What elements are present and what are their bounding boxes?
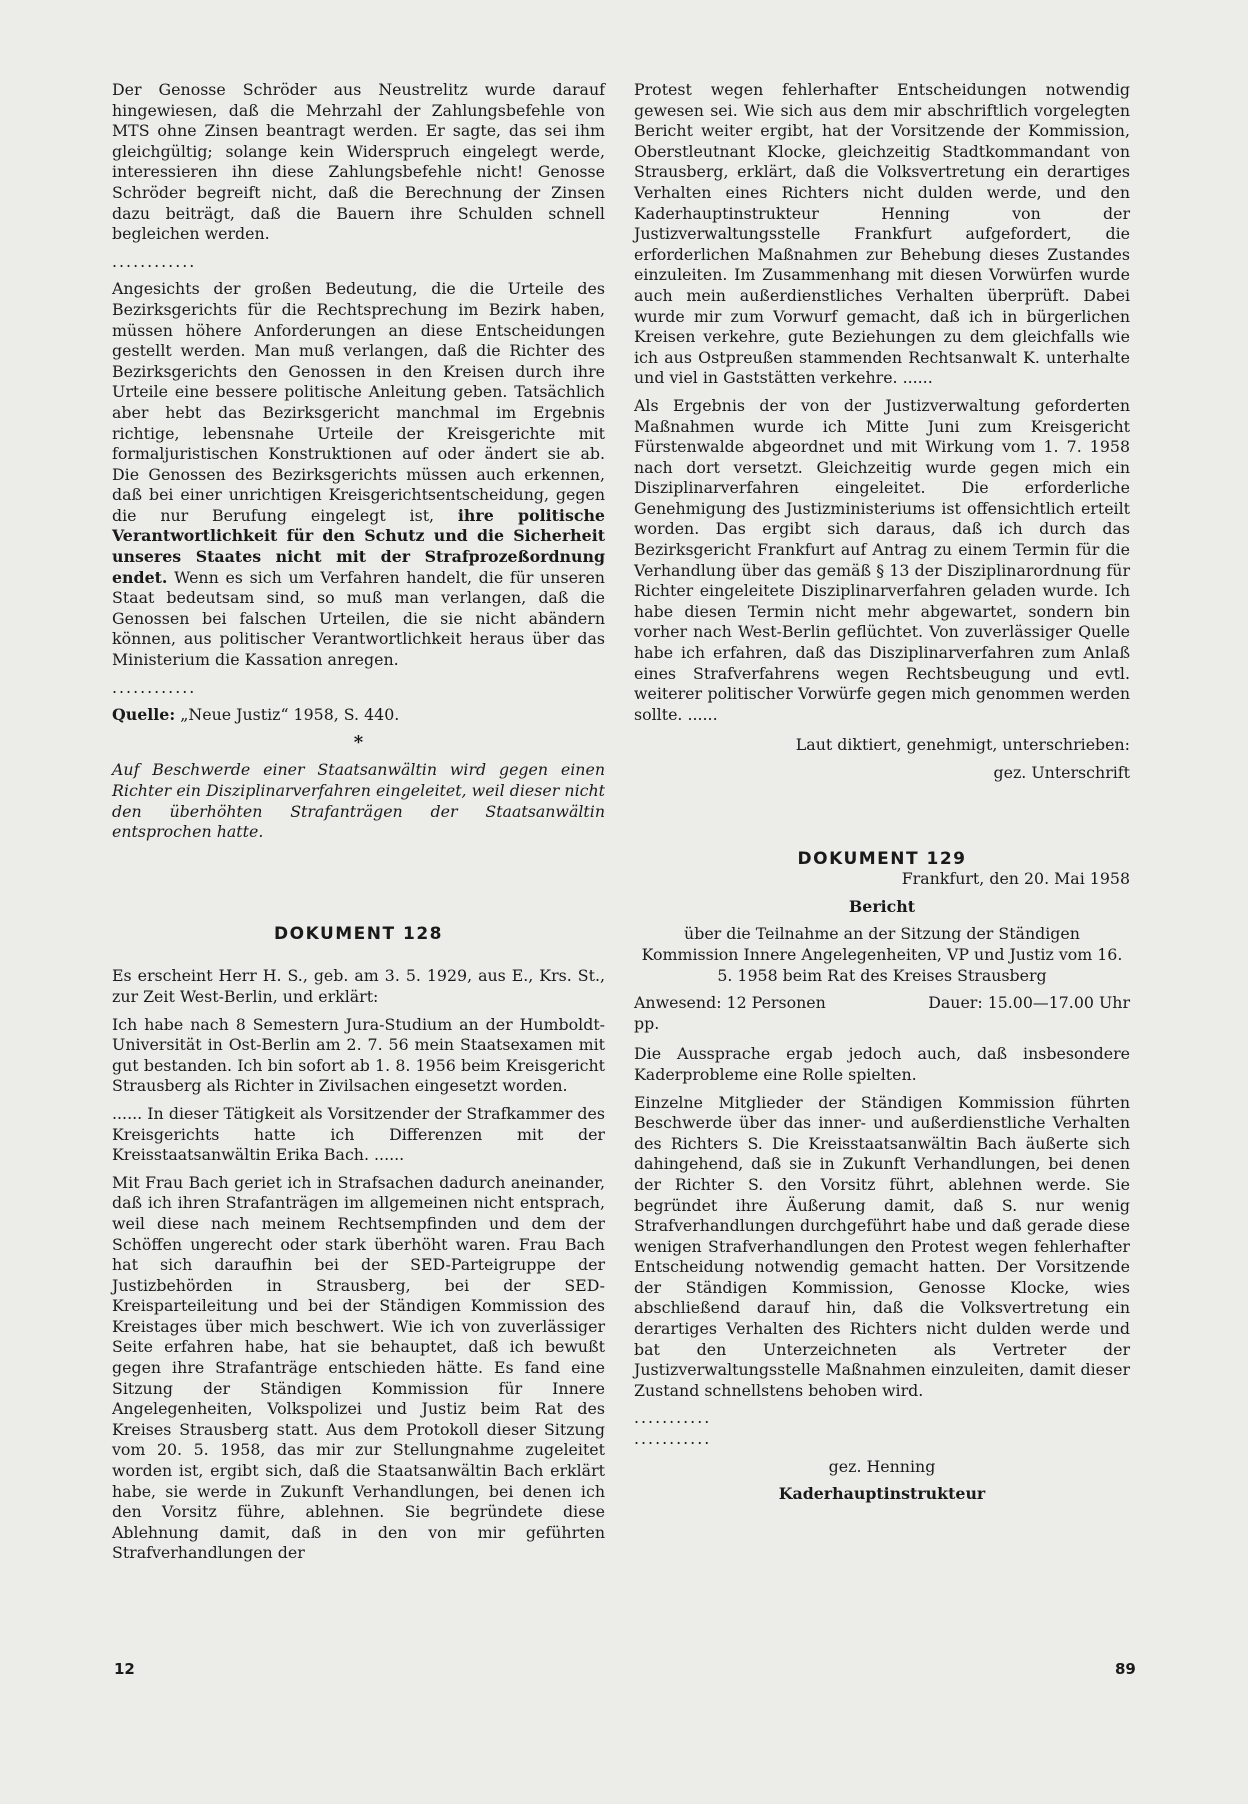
left-column [112,80,605,1571]
paragraph: Protest wegen fehlerhafter Entscheidungen notwendig gewesen sei. Wie sich aus dem mir abschriftlich vorgelegten Bericht weiter ergibt, hat der Vorsitzende der Kommission, Oberstleutnant Klocke, gleichzeitig Stadtkommandant von Strausberg, erklärt, daß die Volksvertretung ein derartiges Verhalten eines Richters nicht dulden werde, und den Kaderhauptinstrukteur Henning von der Justizverwaltungsstelle Frankfurt aufgefordert, die erforderlichen Maßnahmen zur Behebung dieses Zustandes einzuleiten. Im Zusammenhang mit diesen Vorwürfen wurde auch mein außerdienstliches Verhalten überprüft. Dabei wurde mir zum Vorwurf gemacht, daß ich in bürgerlichen Kreisen verkehre, gute Beziehungen zu dem gleichfalls wie ich aus Ostpreußen stammenden Rechtsanwalt K. unterhalte und viel in Gaststätten verkehre. ...... [634,80,1130,388]
ellipsis-divider: ............ [112,677,197,697]
signature-name: gez. Unterschrift [993,763,1130,782]
signature-block [634,735,1130,783]
report-subtitle: über die Teilnahme an der Sitzung der Ständigen Kommission Innere Angelegenheiten, VP und Justiz vom 16. 5. 1958 beim Rat des Kreises Strausberg [641,924,1123,985]
paragraph: Die Aussprache ergab jedoch auch, daß insbesondere Kaderprobleme eine Rolle spielten. [634,1044,1130,1084]
page-number-right: 89 [1115,1660,1136,1678]
section-separator-asterisk: * [353,731,364,753]
paragraph: Der Genosse Schröder aus Neustrelitz wurde darauf hingewiesen, daß die Mehrzahl der Zahlungsbefehle von MTS ohne Zinsen beantragt werden. Er sagte, das sei ihm gleichgültig; solange kein Widerspruch eingelegt werde, interessieren ihn diese Zahlungsbefehle nicht! Genosse Schröder begreift nicht, daß die Berechnung der Zinsen dazu beiträgt, daß die Bauern ihre Schulden schnell begleichen werden. [112,80,605,244]
attendance-count: Anwesend: 12 Personen [634,993,826,1013]
signatory-title: Kaderhauptinstrukteur [778,1484,986,1504]
report-title: Bericht [848,896,916,916]
dateline: Frankfurt, den 20. Mai 1958 [901,869,1130,889]
paragraph: Einzelne Mitglieder der Ständigen Kommission führten Beschwerde über das inner- und außerdienstliche Verhalten des Richters S. Die Kreisstaatsanwältin Bach äußerte sich dahingehend, daß sie in Zukunft Verhandlungen, bei denen der Richter S. den Vorsitz führt, ablehnen werde. Sie begründet ihre Äußerung damit, daß S. nur wenig Strafverhandlungen durchgeführt habe und daß gerade diese wenigen Strafverhandlungen den Protest wegen fehlerhafter Entscheidung notwendig gemacht hatten. Der Vorsitzende der Ständigen Kommission, Genosse Klocke, wies abschließend darauf hin, daß die Volksvertretung ein derartiges Verhalten des Richters nicht dulden werde und bat den Unterzeichneten als Vertreter der Justizverwaltungsstelle Maßnahmen einzuleiten, damit dieser Zustand schnellstens behoben wird. [634,1092,1130,1400]
page-number-left: 12 [114,1660,135,1678]
signatory-name: gez. Henning [828,1456,936,1476]
abbreviation-pp: pp. [634,1013,660,1033]
paragraph: Mit Frau Bach geriet ich in Strafsachen dadurch aneinander, daß ich ihren Strafanträgen im allgemeinen nicht entsprach, weil diese nach meinem Rechtsempfinden und dem der Schöffen ungerecht oder stark überhöht waren. Frau Bach hat sich daraufhin bei der SED-Parteigruppe der Justizbehörden in Strausberg, bei der SED-Kreisparteileitung und bei der Ständigen Kommission des Kreistages über mich beschwert. Wie ich von zuverlässiger Seite erfahren habe, hat sie behauptet, daß ich bewußt gegen ihre Strafanträge entschieden hätte. Es fand eine Sitzung der Ständigen Kommission für Innere Angelegenheiten, Volkspolizei und Justiz beim Rat des Kreises Strausberg statt. Aus dem Protokoll dieser Sitzung vom 20. 5. 1958, das mir zur Stellungnahme zugeleitet worden ist, ergibt sich, daß die Staatsanwältin Bach erklärt habe, sie werde in Zukunft Verhandlungen, bei denen ich den Vorsitz führe, ablehnen. Sie begründete diese Ablehnung damit, daß in den von mir geführten Strafverhandlungen der [112,1172,605,1563]
document-129-heading: DOKUMENT 129 [797,848,967,869]
paragraph [112,279,605,670]
ellipsis-divider: ........... [634,1429,712,1449]
editorial-intro: Auf Beschwerde einer Staatsanwältin wird gegen einen Richter ein Disziplinarverfahren eingeleitet, weil dieser nicht den überhöhten Strafanträgen der Staatsanwältin entsprochen hatte. [112,760,605,842]
source-text: „Neue Justiz“ 1958, S. 440. [180,705,400,725]
ellipsis-divider: ............ [112,251,197,271]
meeting-duration: Dauer: 15.00—17.00 Uhr [928,993,1130,1013]
paragraph: ...... In dieser Tätigkeit als Vorsitzender der Strafkammer des Kreisgerichts hatte ich Differenzen mit der Kreisstaatsanwältin Erika Bach. ...... [112,1103,605,1165]
signature-note: Laut diktiert, genehmigt, unterschrieben: [795,735,1130,755]
source-label: Quelle: [112,705,176,725]
attendance-line [634,993,1130,1014]
emphasis-text: ihre politische Verantwortlichkeit für den Schutz und die Sicherheit unseres Staates nicht mit der Strafprozeßordnung endet. [112,505,605,587]
paragraph: Ich habe nach 8 Semestern Jura-Studium an der Humboldt-Universität in Ost-Berlin am 2. 7. 56 mein Staatsexamen mit gut bestanden. Ich bin sofort ab 1. 8. 1956 beim Kreisgericht Strausberg als Richter in Zivilsachen eingesetzt worden. [112,1014,605,1096]
paragraph-text: Angesichts der großen Bedeutung, die die Urteile des Bezirksgerichts für die Rechtsprechung im Bezirk haben, müssen höhere Anforderungen an diese Entscheidungen gestellt werden. Man muß verlangen, daß die Richter des Bezirksgerichts den Genossen in den Kreisen durch ihre Urteile eine bessere politische Anleitung geben. Tatsächlich aber hebt das Bezirksgericht manchmal im Ergebnis richtige, lebensnahe Urteile der Kreisgerichte mit formaljuristischen Konstruktionen auf oder ändert sie ab. Die Genossen des Bezirksgerichts müssen auch erkennen, daß bei einer unrichtigen Kreisgerichtsentscheidung, gegen die nur Berufung eingelegt ist, [112,279,605,525]
right-column [634,80,1130,1512]
document-128-heading: DOKUMENT 128 [274,923,443,944]
paragraph: Es erscheint Herr H. S., geb. am 3. 5. 1929, aus E., Krs. St., zur Zeit West-Berlin, und erklärt: [112,966,605,1006]
paragraph: Als Ergebnis der von der Justizverwaltung geforderten Maßnahmen wurde ich Mitte Juni zum Kreisgericht Fürstenwalde abgeordnet und mit Wirkung vom 1. 7. 1958 nach dort versetzt. Gleichzeitig wurde gegen mich ein Disziplinarverfahren eingeleitet. Die erforderliche Genehmigung des Justizministeriums ist offensichtlich erteilt worden. Das ergibt sich daraus, daß ich durch das Bezirksgericht Frankfurt auf Antrag zu einem Termin für die Verhandlung über das gemäß § 13 der Disziplinarordnung für Richter eingeleitete Disziplinarverfahren geladen wurde. Ich habe diesen Termin nicht mehr abgewartet, sondern bin vorher nach West-Berlin geflüchtet. Von zuverlässiger Quelle habe ich erfahren, daß das Disziplinarverfahren zum Anlaß eines Strafverfahrens wegen Rechtsbeugung und evtl. weiterer politischer Vorwürfe gegen mich genommen werden sollte. ...... [634,395,1130,724]
source-citation [112,705,605,726]
paragraph-text: Wenn es sich um Verfahren handelt, die für unseren Staat bedeutsam sind, so muß man verlangen, daß die Genossen bei falschen Urteilen, die sie nicht abändern können, aus politischer Verantwortlichkeit heraus über das Ministerium die Kassation anregen. [112,567,605,670]
ellipsis-divider: ........... [634,1408,712,1428]
